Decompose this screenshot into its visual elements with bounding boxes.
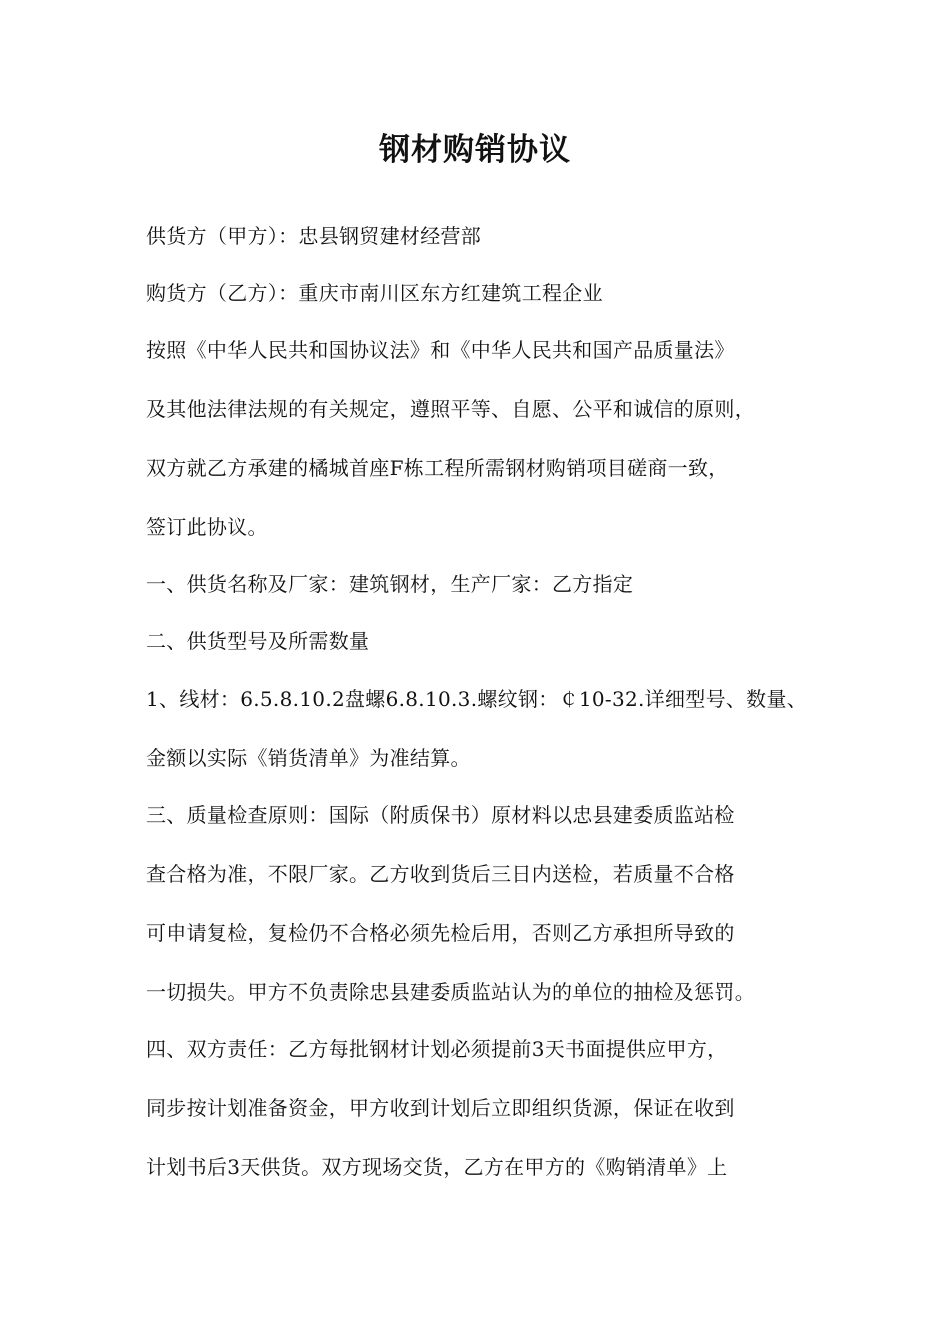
preamble-line-1: 按照《中华人民共和国协议法》和《中华人民共和国产品质量法》 xyxy=(146,338,735,362)
clause-3-line-3: 可申请复检，复检仍不合格必须先检后用，否则乙方承担所导致的 xyxy=(146,921,735,945)
supplier-line: 供货方（甲方）：忠县钢贸建材经营部 xyxy=(146,224,482,248)
clause-4-line-3: 计划书后3天供货。双方现场交货，乙方在甲方的《购销清单》上 xyxy=(146,1155,728,1179)
preamble-line-3: 双方就乙方承建的橘城首座F栋工程所需钢材购销项目磋商一致， xyxy=(146,456,729,480)
preamble-line-4: 签订此协议。 xyxy=(146,515,268,539)
clause-2-heading: 二、供货型号及所需数量 xyxy=(146,629,370,653)
clause-3-line-4: 一切损失。甲方不负责除忠县建委质监站认为的单位的抽检及惩罚。 xyxy=(146,980,755,1004)
clause-4-line-1: 四、双方责任：乙方每批钢材计划必须提前3天书面提供应甲方， xyxy=(146,1037,728,1061)
clause-2-item-1-line-1: 1、线材：6.5.8.10.2盘螺6.8.10.3.螺纹钢：￠10-32.详细型号、数量、 xyxy=(146,687,808,711)
clause-3-line-2: 查合格为准，不限厂家。乙方收到货后三日内送检，若质量不合格 xyxy=(146,862,735,886)
document-title: 钢材购销协议 xyxy=(379,132,571,168)
clause-2-item-1-line-2: 金额以实际《销货清单》为准结算。 xyxy=(146,746,471,770)
preamble-line-2: 及其他法律法规的有关规定，遵照平等、自愿、公平和诚信的原则， xyxy=(146,397,755,421)
buyer-line: 购货方（乙方）：重庆市南川区东方红建筑工程企业 xyxy=(146,281,603,305)
clause-3-line-1: 三、质量检查原则：国际（附质保书）原材料以忠县建委质监站检 xyxy=(146,803,735,827)
clause-4-line-2: 同步按计划准备资金，甲方收到计划后立即组织货源，保证在收到 xyxy=(146,1096,735,1120)
clause-1-line: 一、供货名称及厂家：建筑钢材，生产厂家：乙方指定 xyxy=(146,572,634,596)
